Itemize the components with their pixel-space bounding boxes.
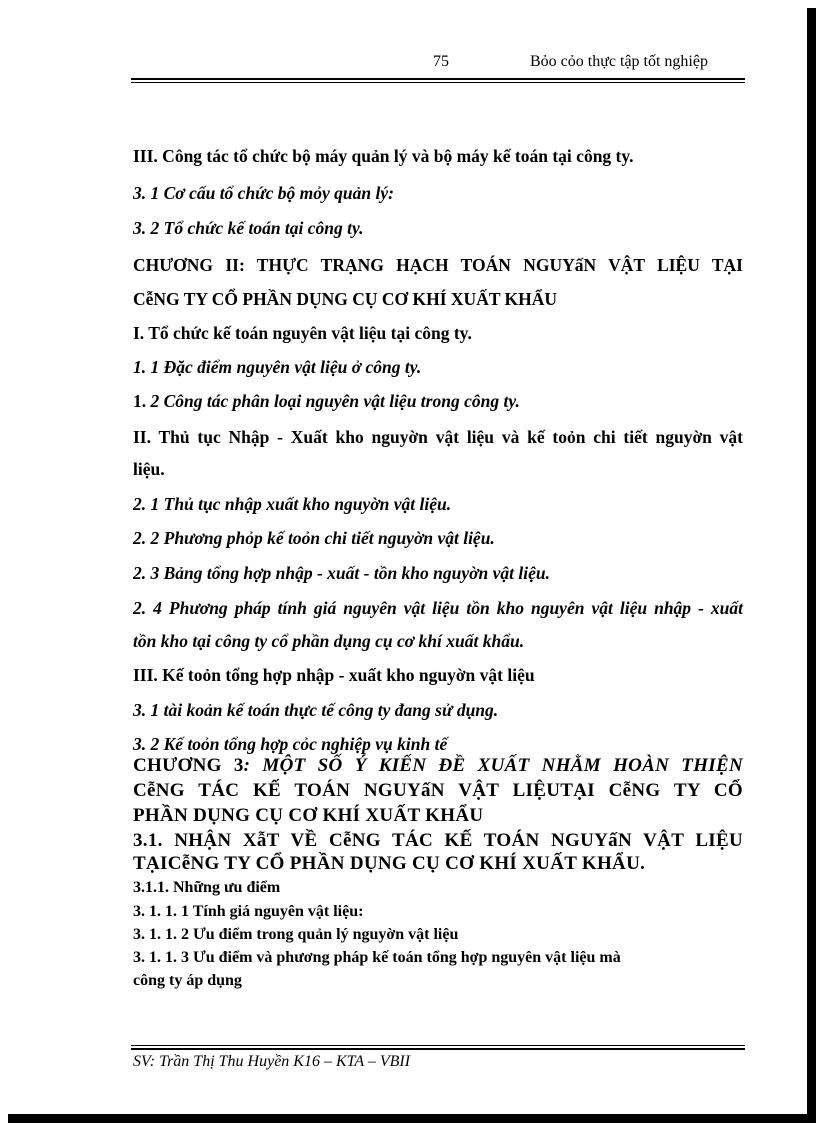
section-3-1-heading-line1: 3.1. NHẬN XẫT VỀ CễNG TÁC KẾ TOÁN NGUYấN VẬT LIỆU [133, 830, 743, 851]
subsection-3-1-1-3-line1: 3. 1. 1. 3 Ưu điểm và phương pháp kế toán tổng hợp nguyên vật liệu mà [133, 949, 621, 966]
subsection-3-1-1-1: 3. 1. 1. 1 Tính giá nguyên vật liệu: [133, 903, 364, 920]
section-heading-iii: III. Công tác tổ chức bộ máy quản lý và bộ máy kế toán tại công ty. [133, 146, 634, 166]
chapter-3-title-line1 [133, 755, 743, 777]
subsection-1-1: 1. 1 Đặc điểm nguyên vật liệu ở công ty. [133, 357, 422, 377]
header-title: Bỏo cỏo thực tập tốt nghiệp [530, 53, 708, 70]
subsection-3-1-1: 3.1.1. Những ưu điểm [133, 879, 281, 896]
subsection-1-2 [133, 391, 520, 412]
header-rule-thin [131, 82, 745, 83]
subsection-2-2: 2. 2 Phương phỏp kế toỏn chi tiết nguyờn vật liệu. [133, 528, 495, 548]
subsection-3-2-b: 3. 2 Kế toỏn tổng hợp cỏc nghiệp vụ kinh tế [133, 734, 448, 754]
chapter-3-colon: : MỘT SỐ Ý KIẾN ĐỀ XUẤT NHẰM HOÀN THIỆN [243, 755, 743, 776]
section-3-1-heading-line2: TẠICễNG TY CỔ PHẦN DỤNG CỤ CƠ KHÍ XUẤT KHẨU. [133, 853, 646, 874]
page-shadow-right [807, 8, 816, 1123]
subsection-2-4-line2: tồn kho tại công ty cổ phần dụng cụ cơ khí xuất khẩu. [133, 631, 525, 651]
subsection-2-1: 2. 1 Thủ tục nhập xuất kho nguyờn vật liệu. [133, 494, 452, 514]
footer-rule-thin [131, 1045, 745, 1046]
chapter-2-title-line2: CễNG TY CỔ PHẦN DỤNG CỤ CƠ KHÍ XUẤT KHẨU [133, 289, 558, 309]
chapter-3-label: CHƯƠNG 3 [133, 755, 244, 776]
subsection-3-1-1-3-line2: công ty áp dụng [133, 972, 242, 989]
chapter-3-title-line3: PHẦN DỤNG CỤ CƠ KHÍ XUẤT KHẨU [133, 805, 484, 826]
subsection-1-2-number: 1. [133, 391, 151, 411]
section-heading-ii-line1: II. Thủ tục Nhập - Xuất kho nguyờn vật liệu và kế toỏn chi tiết nguyờn vật [133, 427, 743, 447]
page-shadow-bottom [8, 1114, 816, 1123]
chapter-2-title-line1: CHƯƠNG II: THỰC TRẠNG HẠCH TOÁN NGUYấN VẬT LIỆU TẠI [133, 255, 743, 275]
subsection-3-1: 3. 1 Cơ cấu tổ chức bộ mỏy quản lý: [133, 183, 394, 203]
subsection-2-4-line1: 2. 4 Phương pháp tính giá nguyên vật liệu tồn kho nguyên vật liệu nhập - xuất [133, 598, 743, 618]
page-header [0, 52, 816, 78]
page-number: 75 [433, 53, 449, 70]
section-heading-iii-b: III. Kế toỏn tổng hợp nhập - xuất kho nguyờn vật liệu [133, 665, 535, 685]
subsection-2-3: 2. 3 Bảng tổng hợp nhập - xuất - tồn kho nguyờn vật liệu. [133, 563, 551, 583]
subsection-1-2-text: 2 Công tác phân loại nguyên vật liệu trong công ty. [150, 391, 520, 411]
page-footer: SV: Trần Thị Thu Huyền K16 – KTA – VBII [133, 1053, 411, 1070]
subsection-3-1-1-2: 3. 1. 1. 2 Ưu điểm trong quản lý nguyờn vật liệu [133, 926, 459, 943]
header-rule-thick [131, 78, 745, 80]
subsection-3-2: 3. 2 Tổ chức kế toán tại công ty. [133, 218, 364, 238]
footer-rule-thick [131, 1048, 745, 1050]
subsection-3-1-b: 3. 1 tài koản kế toán thực tế công ty đang sử dụng. [133, 700, 499, 720]
section-heading-i: I. Tổ chức kế toán nguyên vật liệu tại công ty. [133, 323, 472, 343]
chapter-3-title-line2: CễNG TÁC KẾ TOÁN NGUYấN VẬT LIỆUTẠI CễNG TY CỔ [133, 780, 743, 801]
section-heading-ii-line2: liệu. [133, 459, 165, 479]
